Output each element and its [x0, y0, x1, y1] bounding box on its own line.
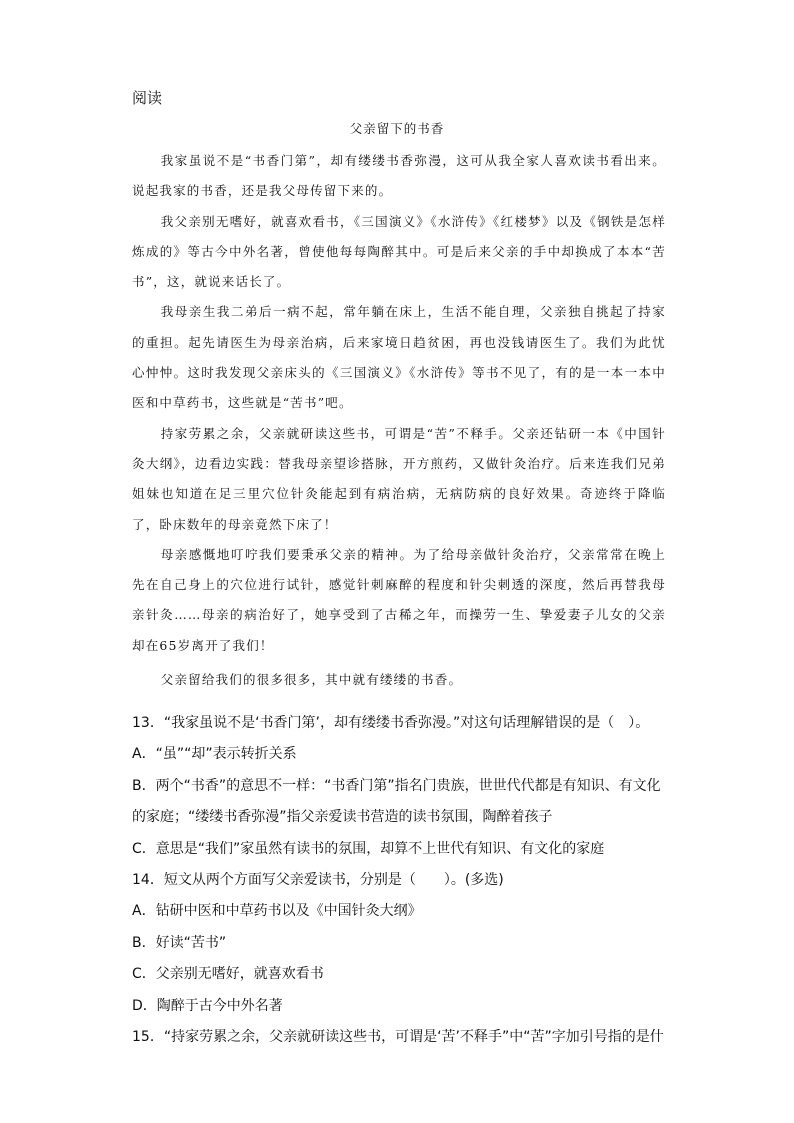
passage-title: 父亲留下的书香 [349, 121, 445, 136]
question-14-stem: 14．短文从两个方面写父亲爱读书，分别是（ ）。(多选) [132, 872, 504, 889]
question-14-option-d: D．陶醉于古今中外名著 [132, 997, 283, 1014]
question-14-option-a: A．钻研中医和中草药书以及《中国针灸大纲》 [132, 903, 422, 920]
question-list [132, 708, 666, 1053]
question-13-option-a: A．“虽”“却”表示转折关系 [132, 746, 297, 763]
passage-paragraph: 我父亲别无嗜好，就喜欢看书，《三国演义》《水浒传》《红楼梦》以及《钢铁是怎样炼成的》等古今中外名著，曾使他每每陶醉其中。可是后来父亲的手中却换成了本本“苦书”，这，就说来话长了。 [132, 213, 666, 290]
question-13-stem: 13．“我家虽说不是‘书香门第’，却有缕缕书香弥漫。”对这句话理解错误的是（ ）。 [132, 715, 650, 731]
passage-paragraph: 我母亲生我二弟后一病不起，常年躺在床上，生活不能自理，父亲独自挑起了持家的重担。起先请医生为母亲治病，后来家境日趋贫困，再也没钱请医生了。我们为此忧心忡忡。这时我发现父亲床头的《三国演义》《水浒传》等书不见了，有的是一本一本中医和中草药书，这些就是“苦书”吧。 [132, 304, 666, 411]
reading-passage [132, 146, 666, 695]
question-13-option-c: C．意思是“我们”家虽然有读书的氛围，却算不上世代有知识、有文化的家庭 [132, 840, 605, 857]
passage-paragraph: 母亲感慨地叮咛我们要秉承父亲的精神。为了给母亲做针灸治疗，父亲常常在晚上先在自己身上的穴位进行试针，感觉针刺麻醉的程度和针尖刺透的深度，然后再替我母亲针灸……母亲的病治好了，她享受到了古稀之年，而操劳一生、挚爱妻子儿女的父亲却在65岁离开了我们！ [132, 546, 666, 653]
question-14-option-c: C．父亲别无嗜好，就喜欢看书 [132, 966, 324, 983]
passage-paragraph: 父亲留给我们的很多很多，其中就有缕缕的书香。 [160, 672, 463, 688]
question-15-stem: 15．“持家劳累之余，父亲就研读这些书，可谓是‘苦’不释手”中“苦”字加引号指的是什 [132, 1029, 664, 1046]
section-heading: 阅读 [132, 89, 163, 107]
question-13-option-b-continued: 的家庭；“缕缕书香弥漫”指父亲爱读书营造的读书氛围，陶醉着孩子 [132, 809, 553, 826]
question-13-option-b: B．两个“书香”的意思不一样：“书香门第”指名门贵族，世世代代都是有知识、有文化 [132, 777, 661, 794]
question-14-option-b: B．好读“苦书” [132, 934, 227, 951]
passage-paragraph: 我家虽说不是“书香门第”，却有缕缕书香弥漫，这可从我全家人喜欢读书看出来。说起我家的书香，还是我父母传留下来的。 [132, 153, 666, 199]
passage-paragraph: 持家劳累之余，父亲就研读这些书，可谓是“苦”不释手。父亲还钻研一本《中国针灸大纲》，边看边实践：替我母亲望诊搭脉，开方煎药，又做针灸治疗。后来连我们兄弟姐妹也知道在足三里穴位针灸能起到有病治病，无病防病的良好效果。奇迹终于降临了，卧床数年的母亲竟然下床了！ [132, 425, 666, 532]
